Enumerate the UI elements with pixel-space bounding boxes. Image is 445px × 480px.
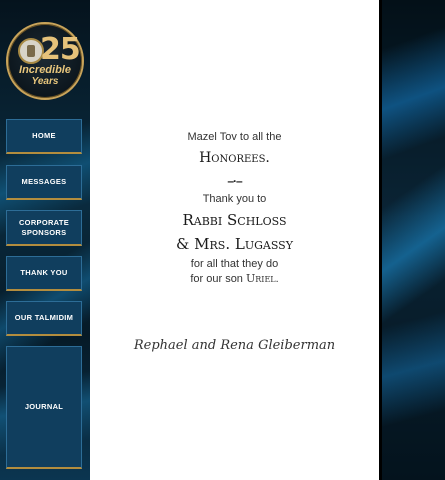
right-panel-divider: [379, 0, 382, 480]
logo-number: 25: [40, 32, 80, 67]
logo-text-years: Years: [31, 76, 59, 87]
nav-our-talmidim-button[interactable]: [6, 301, 82, 336]
nav-messages-label: MESSAGES: [21, 177, 67, 187]
nav-home-label: HOME: [32, 131, 56, 141]
message-line-honorees: Honorees.: [199, 150, 270, 166]
message-line-our-son-prefix: for our son: [190, 273, 246, 285]
message-line-mazel-tov: Mazel Tov to all the: [187, 131, 282, 143]
nav-thank-you-label: THANK YOU: [20, 268, 68, 278]
signature: Rephael and Rena Gleiberman: [133, 338, 336, 353]
message-line-rabbi-schloss: Rabbi Schloss: [182, 211, 287, 229]
nav-corporate-sponsors-button[interactable]: [6, 210, 82, 246]
logo-25-incredible-years[interactable]: [6, 22, 84, 100]
nav-thank-you-button[interactable]: [6, 256, 82, 291]
message-line-thank-you: Thank you to: [202, 193, 267, 205]
message-line-our-son: [90, 272, 379, 285]
nav-corporate-label: CORPORATE: [18, 218, 70, 228]
sidebar-nav: [0, 0, 90, 480]
nav-journal-label: JOURNAL: [24, 402, 64, 412]
nav-journal-button[interactable]: [6, 346, 82, 469]
message-name-uriel: Uriel: [245, 272, 276, 285]
message-divider: –·–: [227, 174, 242, 188]
nav-home-button[interactable]: [6, 119, 82, 154]
message-line-mrs-lugassy: & Mrs. Lugassy: [176, 235, 293, 253]
message-line-for-all: for all that they do: [190, 258, 279, 270]
nav-our-talmidim-label: OUR TALMIDIM: [14, 313, 74, 323]
logo-text-incredible: Incredible: [19, 64, 71, 76]
message-content: [90, 0, 379, 480]
nav-sponsors-label: SPONSORS: [21, 227, 67, 237]
right-decorative-panel: [379, 0, 445, 480]
nav-messages-button[interactable]: [6, 165, 82, 200]
message-line-our-son-suffix: .: [275, 273, 279, 285]
